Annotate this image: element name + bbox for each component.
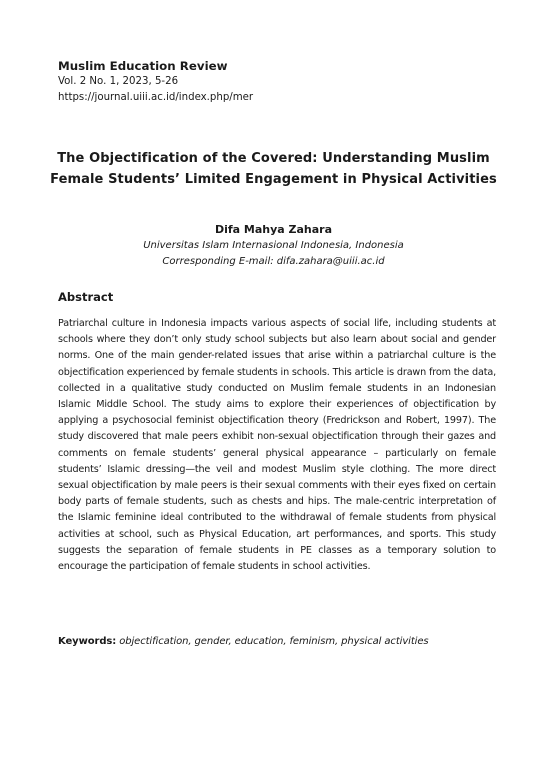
title-line-1: The Objectification of the Covered: Understanding Muslim: [57, 151, 490, 166]
article-title: [30, 148, 517, 190]
corresponding-email: Corresponding E-mail: difa.zahara@uiii.ac.id: [162, 256, 385, 267]
journal-url: https://journal.uiii.ac.id/index.php/mer: [58, 92, 254, 103]
volume-info: Vol. 2 No. 1, 2023, 5-26: [58, 76, 179, 87]
keywords-line: [58, 634, 496, 650]
author-block: [0, 221, 547, 270]
author-affiliation: Universitas Islam Internasional Indonesia, Indonesia: [143, 240, 404, 251]
journal-header: [58, 58, 253, 106]
abstract-text: Patriarchal culture in Indonesia impacts various aspects of social life, including students at schools where they don’t only study school subjects but also learn about social and gender norms. One of the main gender-related issues that arise within a patriarchal culture is the objectification experienced by female students in schools. This article is drawn from the data, collected in a qualitative study conducted on Muslim female students in an Indonesian Islamic Middle School. The study aims to explore their experiences of objectification by applying a psychosocial feminist objectification theory (Fredrickson and Robert, 1997). The study discovered that male peers exhibit non-sexual objectification through their gazes and comments on female students’ general physical appearance – particularly on female students’ Islamic dressing—the veil and modest Muslim style clothing. The more direct sexual objectification by male peers is their sexual comments with their eyes fixed on certain body parts of female students, such as chests and hips. The male-centric interpretation of the Islamic feminine ideal contributed to the withdrawal of female students from physical activities at school, such as Physical Education, art performances, and sports. This study suggests the separation of female students in PE classes as a temporary solution to encourage the participation of female students in school activities.: [58, 318, 496, 573]
keywords-text: objectification, gender, education, feminism, physical activities: [119, 636, 429, 647]
abstract-heading: Abstract: [58, 290, 114, 304]
title-line-2: Female Students’ Limited Engagement in Physical Activities: [50, 172, 497, 187]
author-name: Difa Mahya Zahara: [214, 223, 333, 236]
keywords-label: Keywords:: [58, 636, 117, 647]
journal-name: Muslim Education Review: [58, 59, 228, 73]
